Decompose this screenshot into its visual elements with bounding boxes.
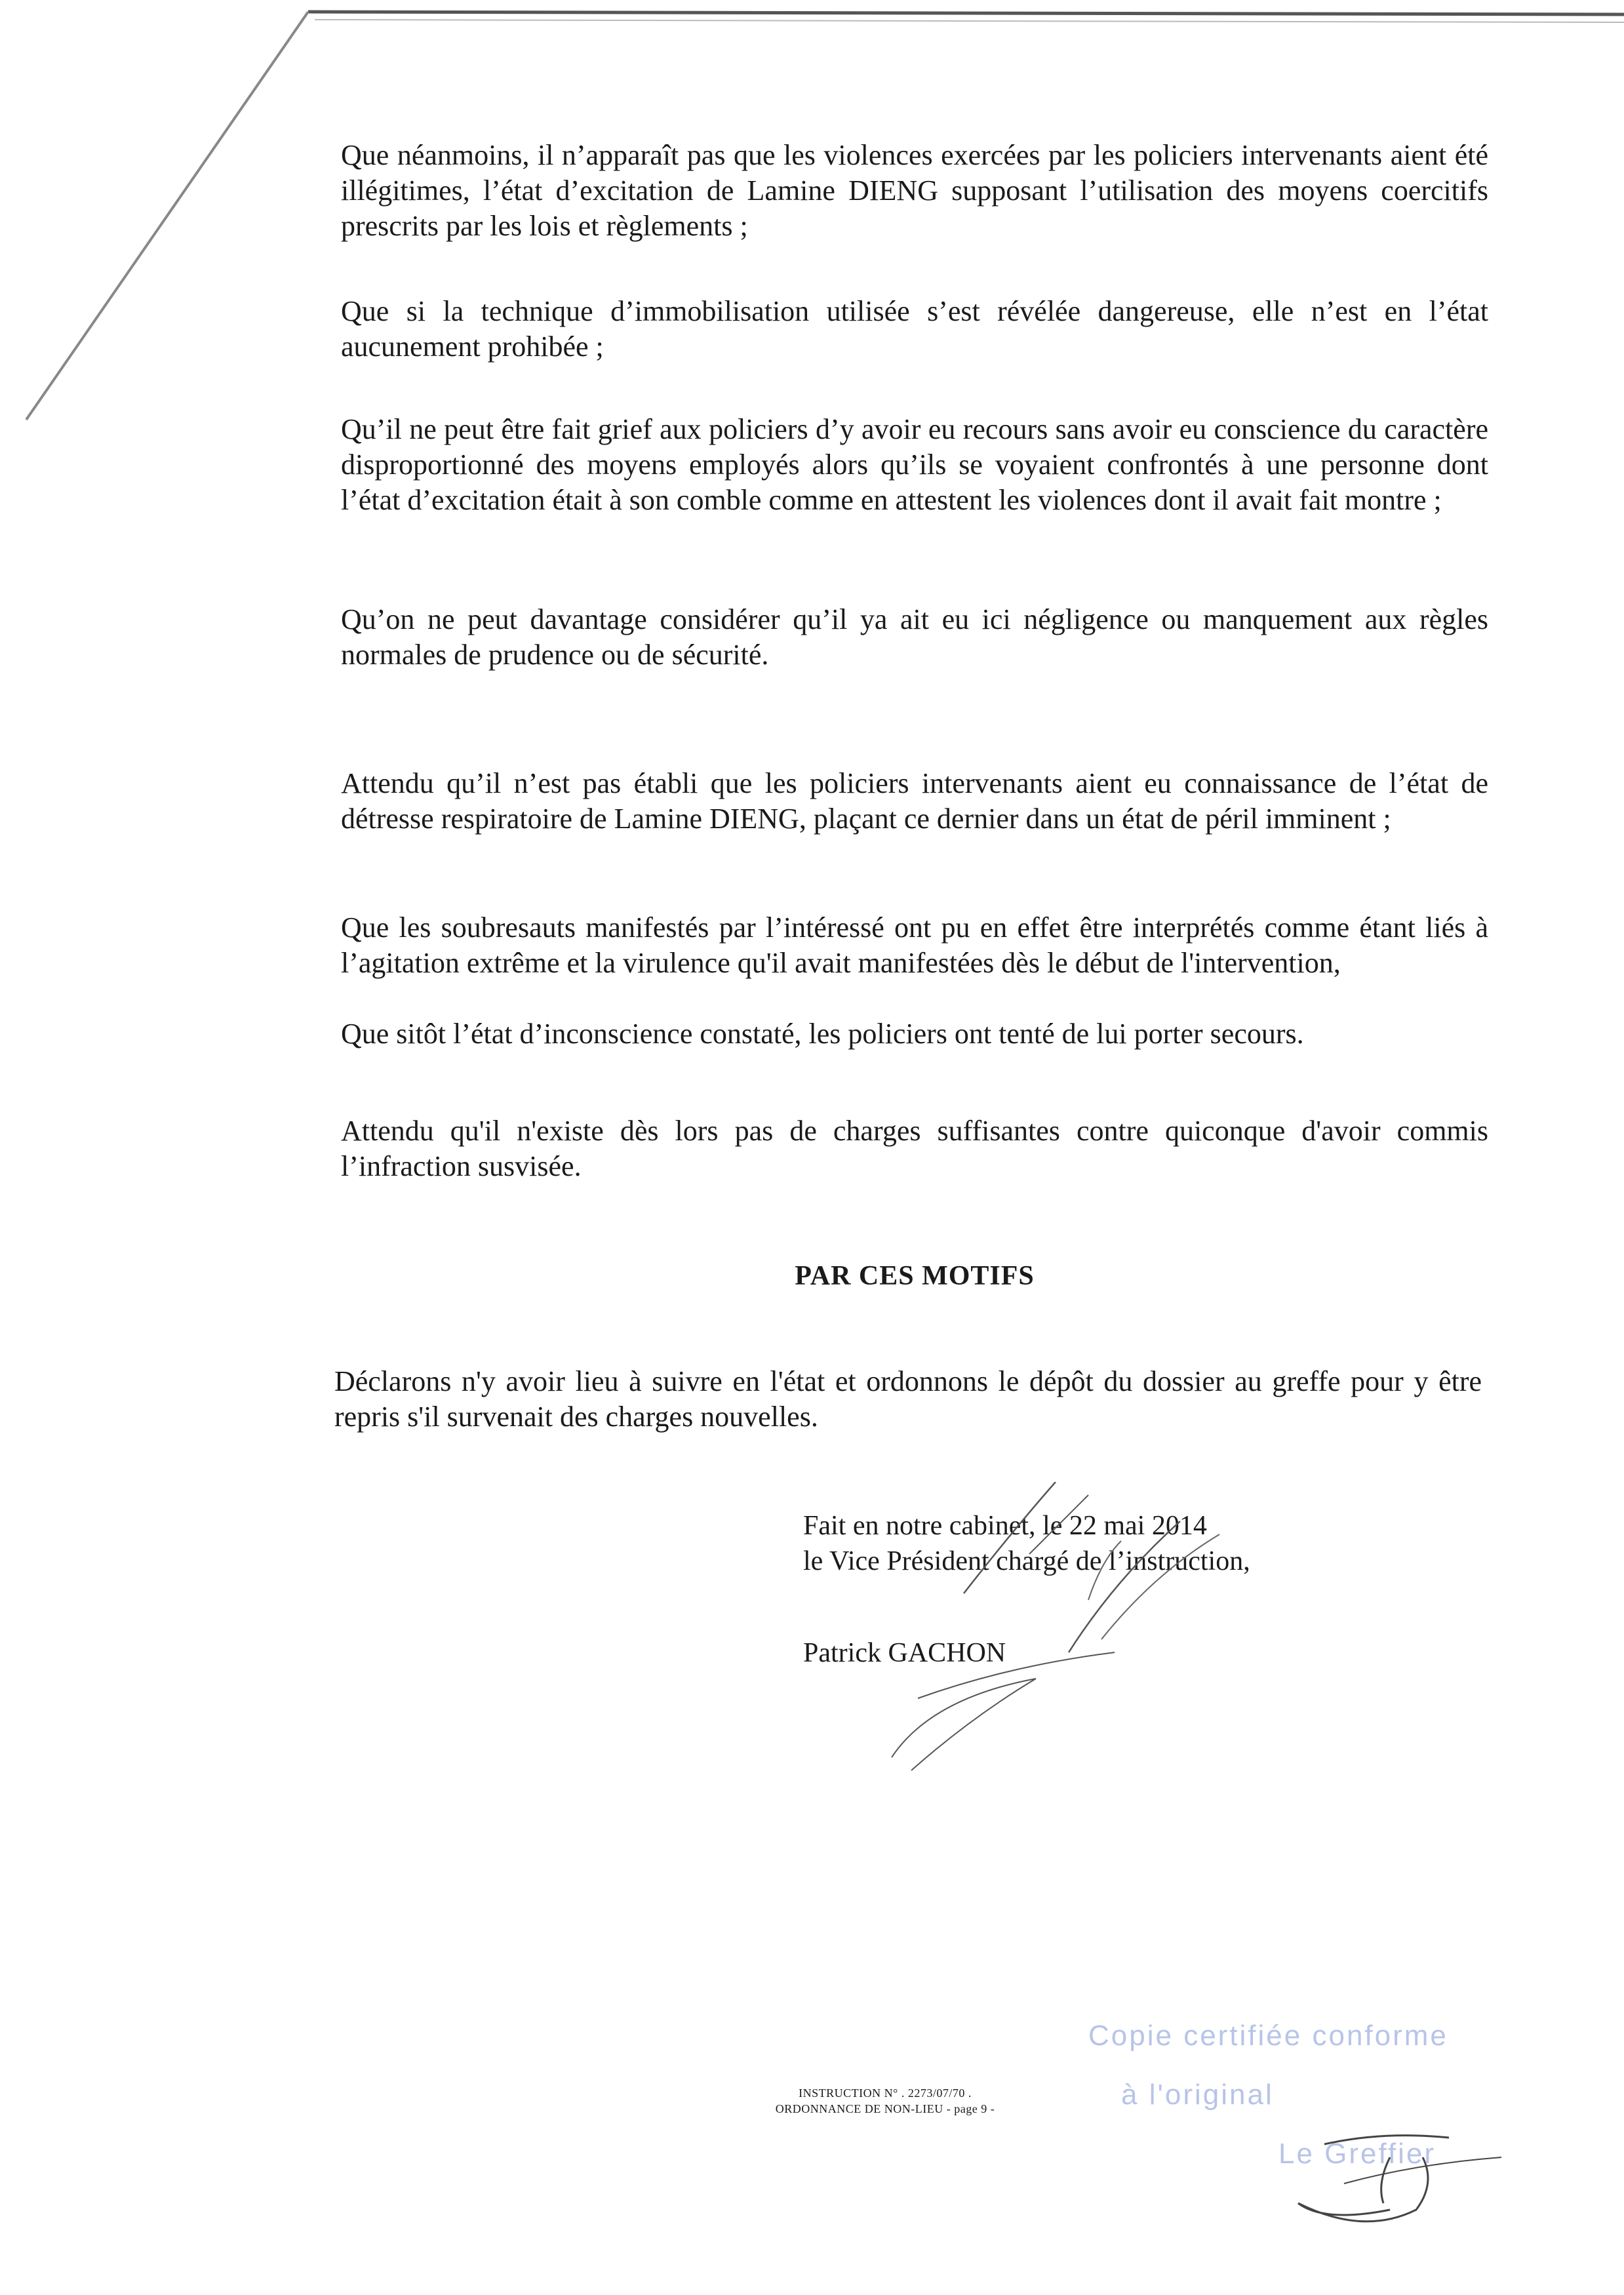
paragraph-4: Qu’on ne peut davantage considérer qu’il ya ait eu ici négligence ou manquement aux règles normales de prudence ou de sécurité.	[341, 603, 1488, 671]
paragraph-1: Que néanmoins, il n’apparaît pas que les violences exercées par les policiers intervenants aient été illégitimes, l’état d’excitation de Lamine DIENG supposant l’utilisation des moyens coercitifs prescrits par les lois et règlements ;	[341, 139, 1488, 242]
decision-paragraph: Déclarons n'y avoir lieu à suivre en l'état et ordonnons le dépôt du dossier au greffe pour y être repris s'il survenait des charges nouvelles.	[334, 1365, 1482, 1433]
stamp-line-1: Copie certifiée conforme	[1088, 2020, 1448, 2052]
paragraph-3: Qu’il ne peut être fait grief aux policiers d’y avoir eu recours sans avoir eu conscience du caractère disproportionné des moyens employés alors qu’ils se voyaient confrontés à une personne dont l’état d’excitation était à son comble comme en attestent les violences dont il avait fait montre ;	[341, 413, 1488, 516]
paragraph-6: Que les soubresauts manifestés par l’intéressé ont pu en effet être interprétés comme étant liés à l’agitation extrême et la virulence qu'il avait manifestées dès le début de l'intervention,	[341, 911, 1488, 979]
paragraph-5: Attendu qu’il n’est pas établi que les policiers intervenants aient eu connaissance de l’état de détresse respiratoire de Lamine DIENG, plaçant ce dernier dans un état de péril imminent ;	[341, 767, 1488, 835]
paragraph-7: Que sitôt l’état d’inconscience constaté, les policiers ont tenté de lui porter secours.	[341, 1018, 1304, 1050]
signature-date-line: Fait en notre cabinet, le 22 mai 2014	[803, 1511, 1207, 1541]
footer-ordonnance-page: ORDONNANCE DE NON-LIEU - page 9 -	[775, 2102, 995, 2115]
signatory-name: Patrick GACHON	[803, 1638, 1006, 1668]
signature-title-line: le Vice Président chargé de l’instruction,	[803, 1546, 1250, 1576]
footer-instruction-number: INSTRUCTION N° . 2273/07/70 .	[799, 2086, 972, 2100]
stamp-line-2: à l'original	[1121, 2079, 1274, 2111]
document-footer	[721, 2085, 1049, 2117]
section-heading: PAR CES MOTIFS	[795, 1261, 1035, 1291]
stamp-line-3: Le Greffier	[1278, 2138, 1436, 2170]
signature-block	[803, 1508, 1393, 1671]
paragraph-8: Attendu qu'il n'existe dès lors pas de charges suffisantes contre quiconque d'avoir commis l’infraction susvisée.	[341, 1115, 1488, 1182]
paragraph-2: Que si la technique d’immobilisation utilisée s’est révélée dangereuse, elle n’est en l’état aucunement prohibée ;	[341, 295, 1488, 363]
certified-copy-stamp	[1049, 2006, 1508, 2184]
